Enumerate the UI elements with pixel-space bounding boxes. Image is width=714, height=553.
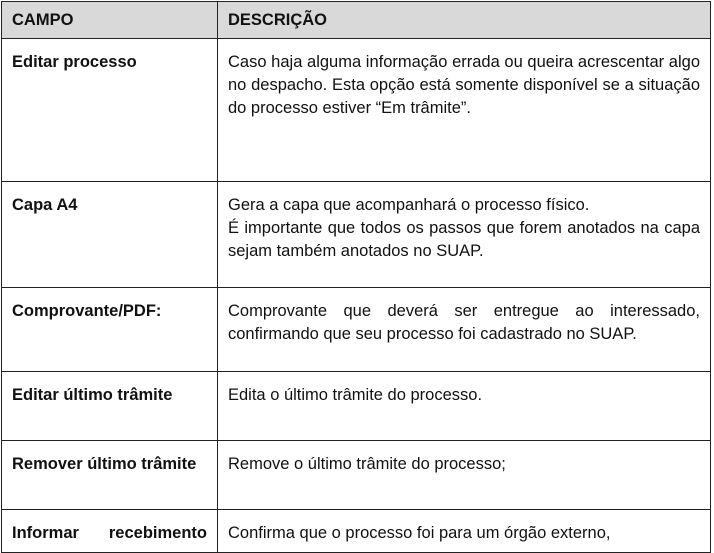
- field-description: [218, 182, 711, 288]
- table-row: [2, 441, 711, 510]
- table-row: [2, 182, 711, 288]
- description-paragraph: Comprovante que deverá ser entregue ao interessado, confirmando que seu processo foi cadastrado no SUAP.: [228, 302, 700, 343]
- description-paragraph: Confirma que o processo foi para um órgão externo,: [228, 524, 611, 542]
- field-name: Informar recebimento: [2, 510, 218, 553]
- description-paragraph: Caso haja alguma informação errada ou queira acrescentar algo no despacho. Esta opção está somente disponível se a situação do processo estiver “Em trâmite”.: [228, 53, 700, 117]
- field-description: [218, 441, 711, 510]
- description-paragraph: Gera a capa que acompanhará o processo físico.: [228, 196, 590, 214]
- header-campo: CAMPO: [2, 2, 218, 39]
- table-row: [2, 372, 711, 441]
- description-paragraph: Remove o último trâmite do processo;: [228, 455, 506, 473]
- field-description: [218, 510, 711, 553]
- header-descricao: DESCRIÇÃO: [218, 2, 711, 39]
- table-row: [2, 39, 711, 182]
- field-description: [218, 372, 711, 441]
- field-name: Remover último trâmite: [2, 441, 218, 510]
- table-row: [2, 510, 711, 553]
- description-paragraph: Edita o último trâmite do processo.: [228, 386, 483, 404]
- field-description: [218, 39, 711, 182]
- field-name: Editar processo: [2, 39, 218, 182]
- field-name: Capa A4: [2, 182, 218, 288]
- field-description: [218, 288, 711, 372]
- table-header-row: [2, 2, 711, 39]
- fields-table: [1, 1, 711, 553]
- field-name: Editar último trâmite: [2, 372, 218, 441]
- table-row: [2, 288, 711, 372]
- field-name: Comprovante/PDF:: [2, 288, 218, 372]
- description-paragraph: É importante que todos os passos que forem anotados na capa sejam também anotados no SUAP.: [228, 219, 700, 260]
